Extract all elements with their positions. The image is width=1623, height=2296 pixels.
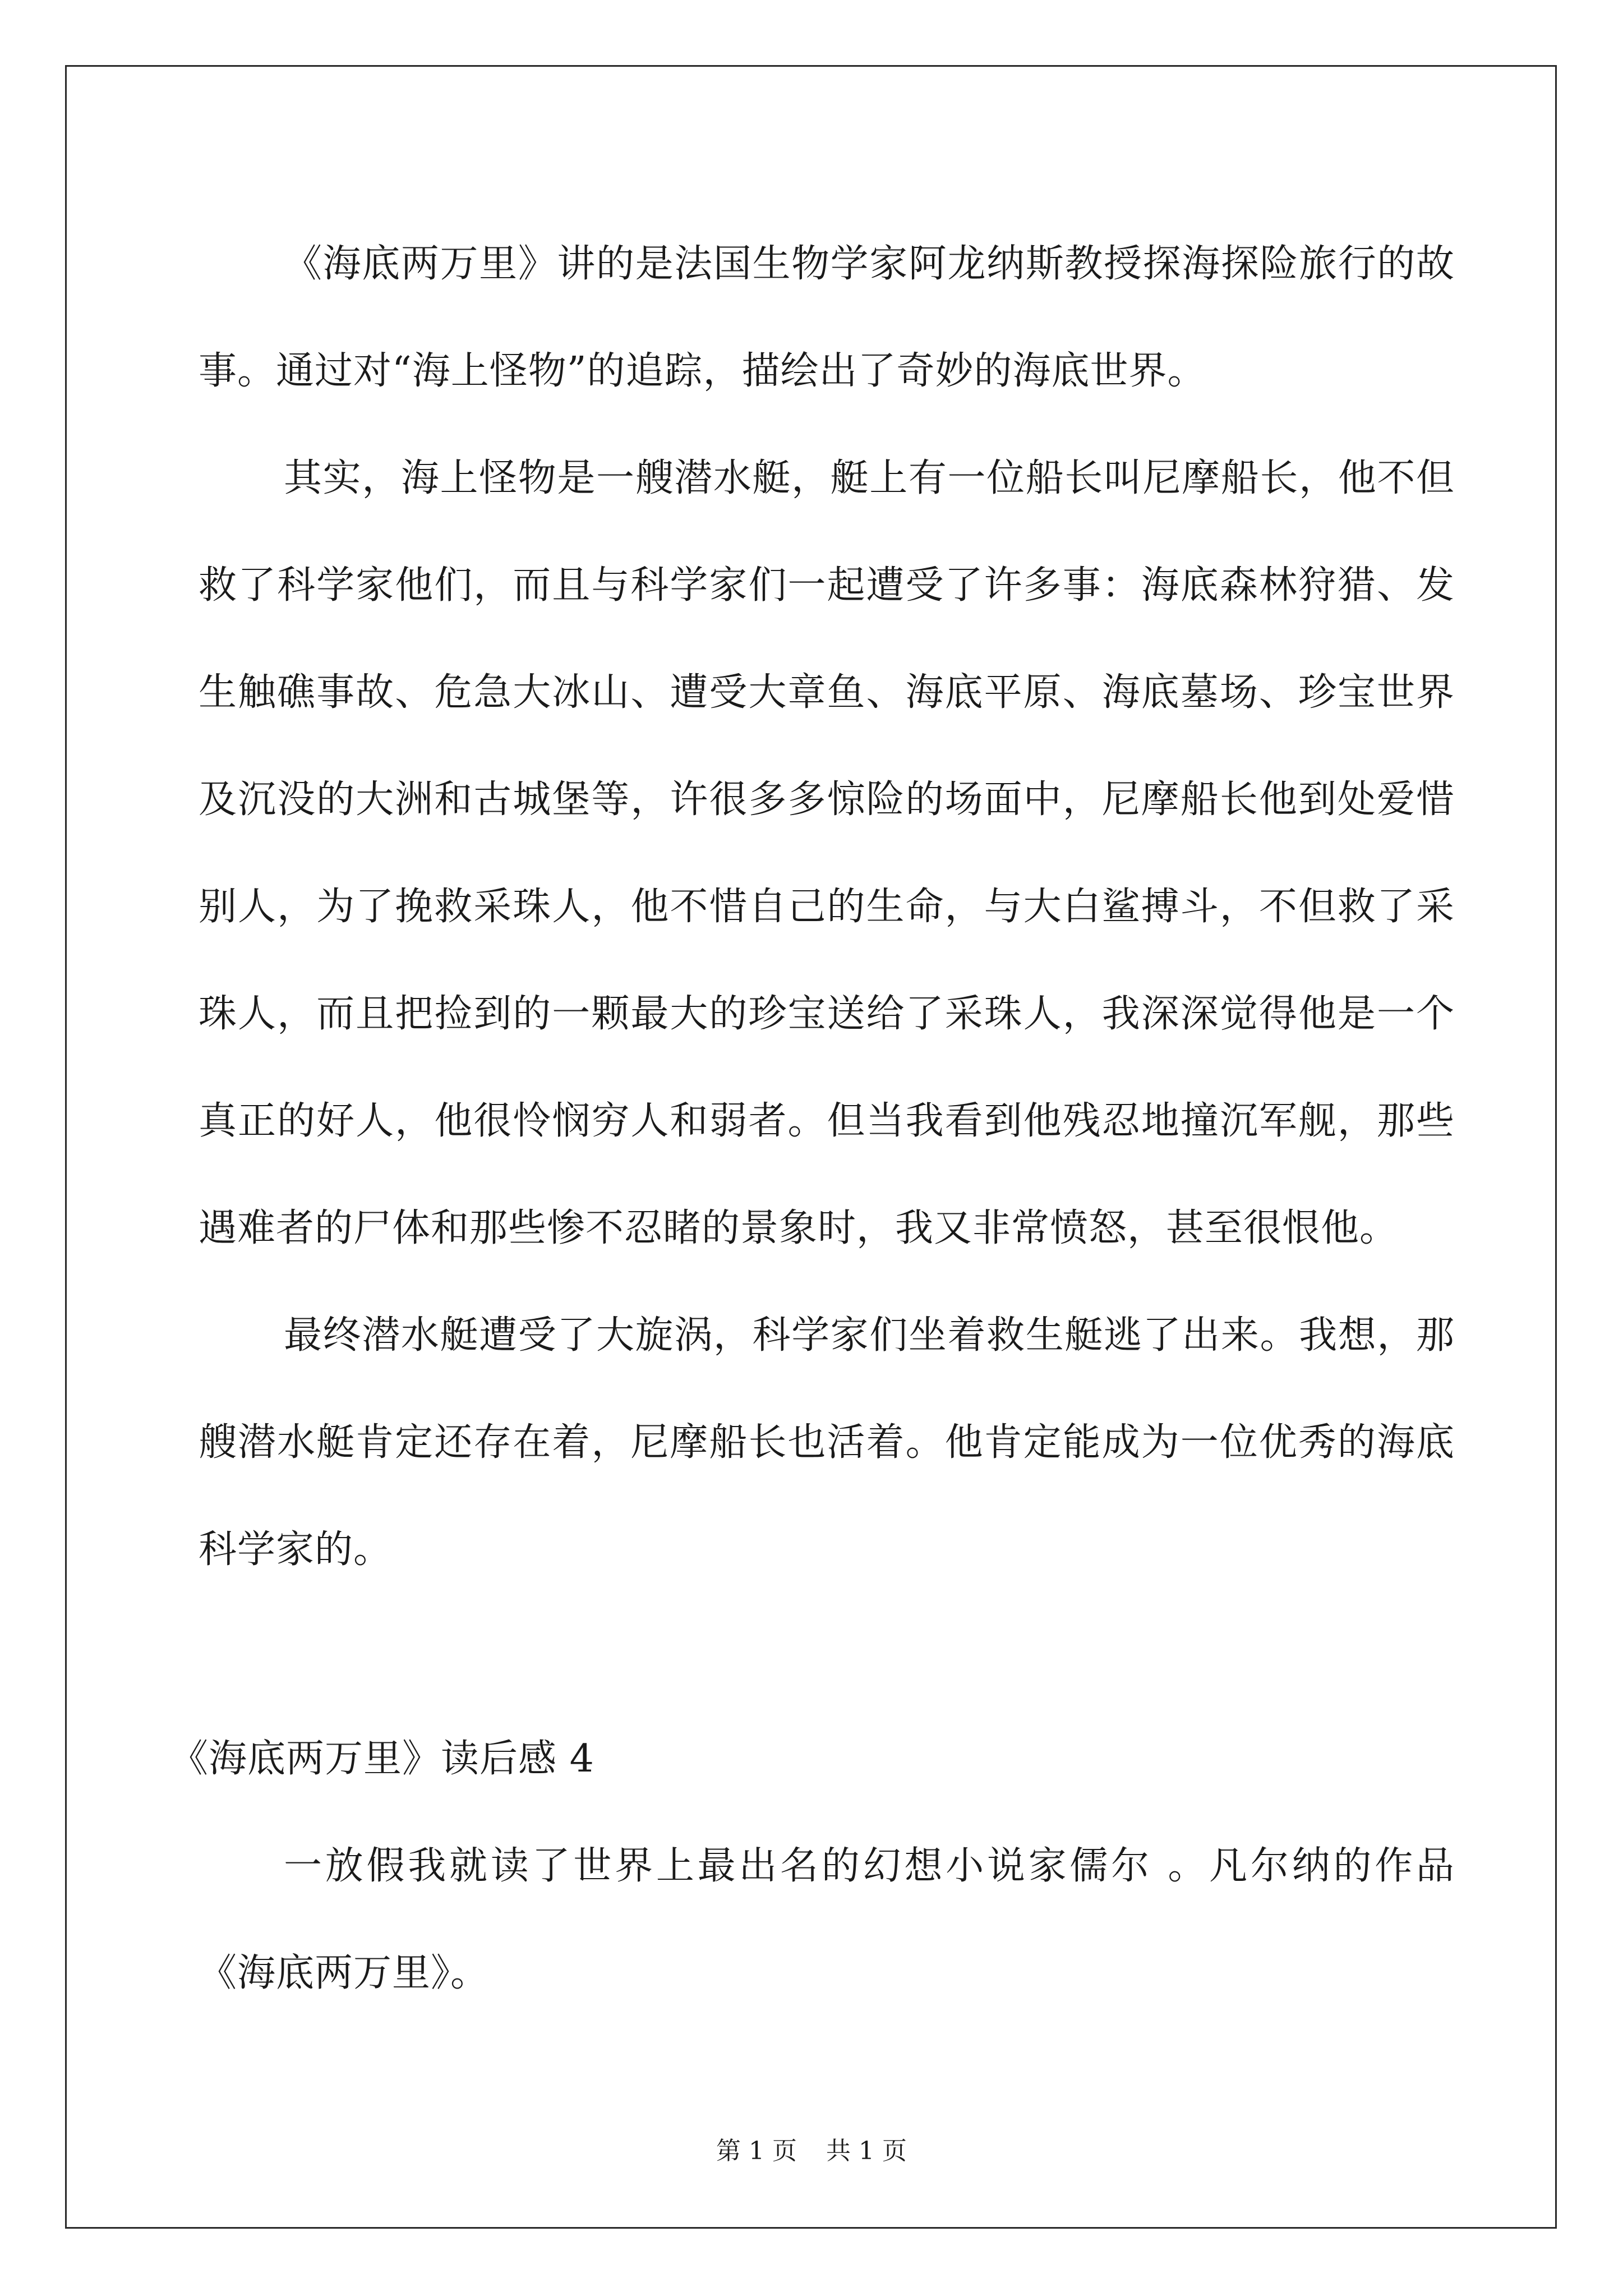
section-heading: 《海底两万里》读后感 4 (170, 1737, 594, 1781)
page-number: 第 1 页 (716, 2137, 797, 2165)
document-body (199, 210, 1455, 1603)
paragraph-4: 一放假我就读了世界上最出名的幻想小说家儒尔 。凡尔纳的作品《海底两万里》。 (199, 1844, 1455, 1995)
paragraph-3: 最终潜水艇遭受了大旋涡，科学家们坐着救生艇逃了出来。我想，那艘潜水艇肯定还存在着，尼摩船长也活着。他肯定能成为一位优秀的海底科学家的。 (199, 1313, 1455, 1572)
section-body (199, 1812, 1455, 2027)
page-total: 共 1 页 (826, 2137, 907, 2165)
page-footer (0, 2134, 1623, 2168)
paragraph-1: 《海底两万里》讲的是法国生物学家阿龙纳斯教授探海探险旅行的故事。通过对“海上怪物”的追踪，描绘出了奇妙的海底世界。 (199, 242, 1455, 393)
paragraph-2: 其实，海上怪物是一艘潜水艇，艇上有一位船长叫尼摩船长，他不但救了科学家他们，而且与科学家们一起遭受了许多事：海底森林狩猎、发生触礁事故、危急大冰山、遭受大章鱼、海底平原、海底墓场、珍宝世界及沉没的大洲和古城堡等，许很多多惊险的场面中，尼摩船长他到处爱惜别人，为了挽救采珠人，他不惜自己的生命，与大白鲨搏斗，不但救了采珠人，而且把捡到的一颗最大的珍宝送给了采珠人，我深深觉得他是一个真正的好人，他很怜悯穷人和弱者。但当我看到他残忍地撞沉军舰，那些遇难者的尸体和那些惨不忍睹的景象时，我又非常愤怒，甚至很恨他。 (199, 456, 1455, 1250)
